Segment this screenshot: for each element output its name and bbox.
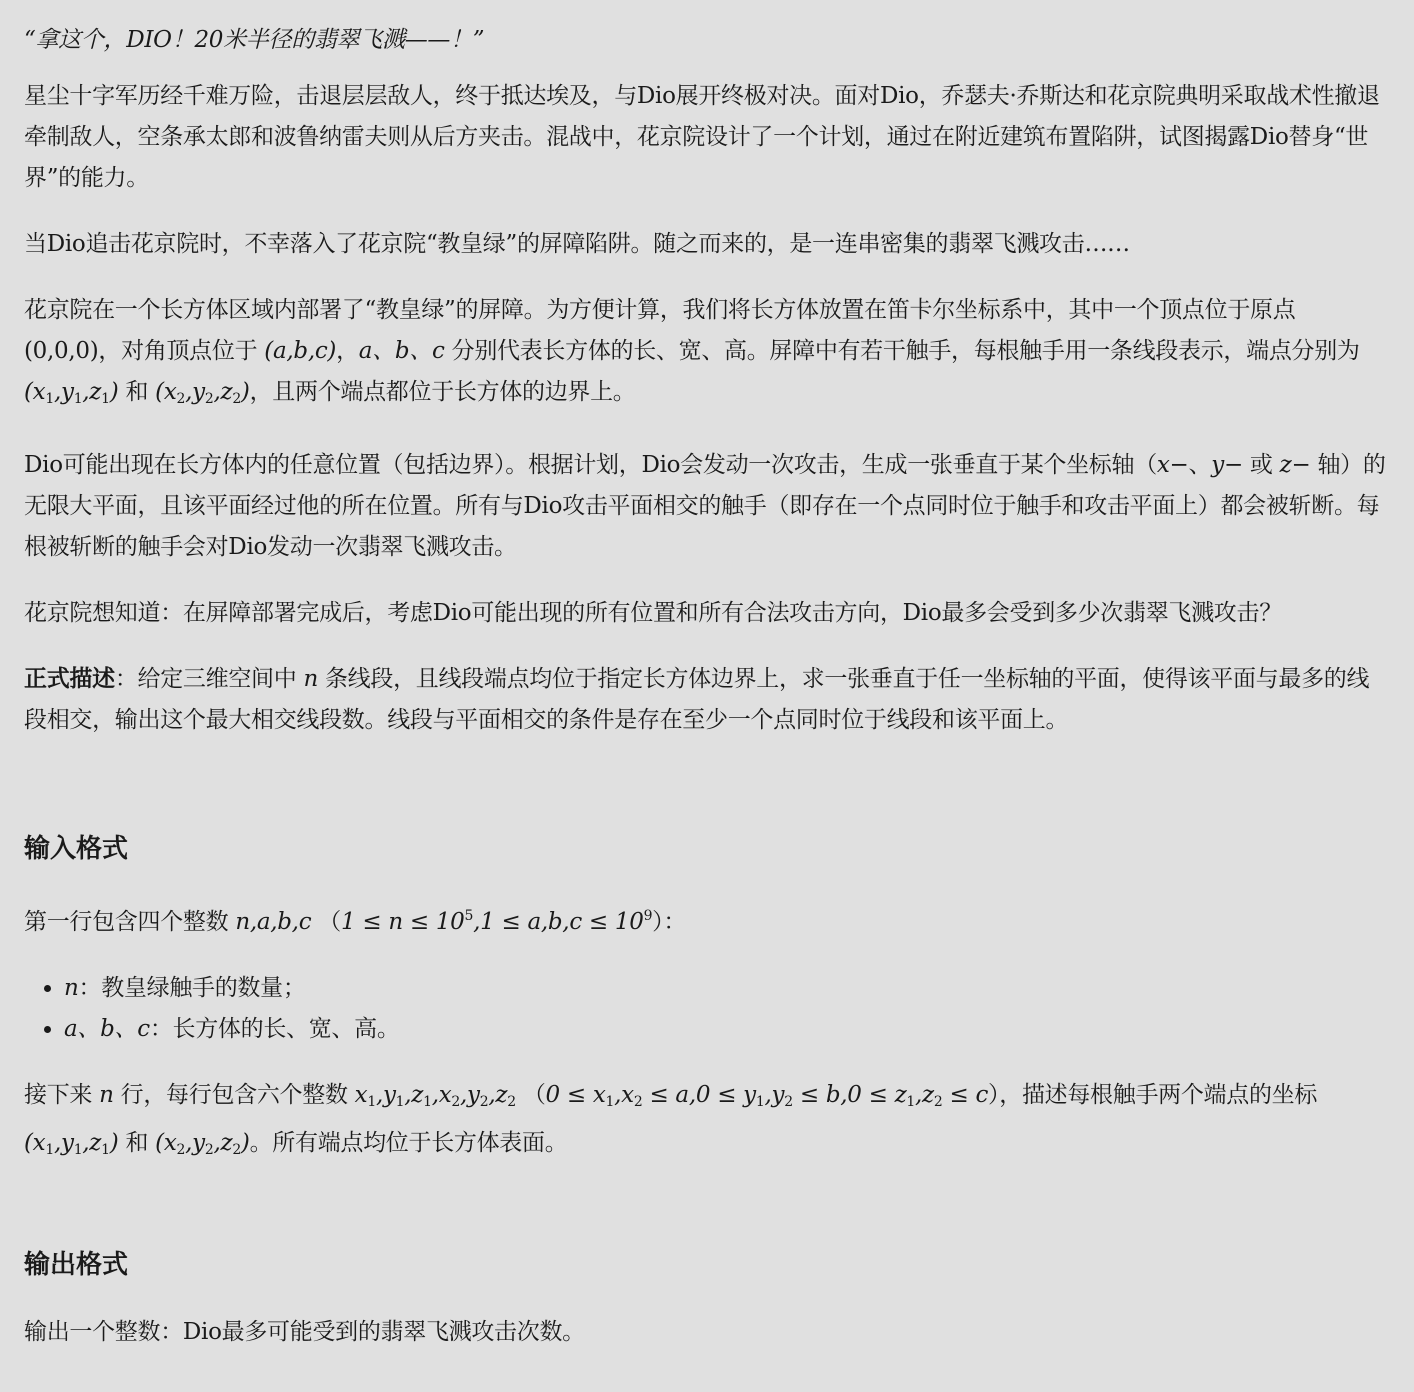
math-x-axis: x− [1156,452,1189,478]
input-first-line: 第一行包含四个整数 n,a,b,c $(1 \le n \le 10^5,1 \le a,b,c \le 10^9)$： [24,908,687,935]
output-format-heading: 输出格式 [24,1250,129,1280]
formal-description: 正式描述：给定三维空间中 n 条线段，且线段端点均位于指定长方体边界上，求一张垂直于任一坐标轴的平面，使得该平面与最多的线段相交，输出这个最大相交线段数。线段与平面相交的条件是存在至少一个点同时位于线段和该平面上。 [24,666,1370,733]
math-six-integers: $x_1,y_1,z_1,x_2,y_2,z_2$ [354,1082,516,1110]
formal-label: 正式描述 [24,666,115,692]
math-dimensions: a、b、c [358,338,445,364]
math-opposite-vertex: (a,b,c) [264,338,337,364]
math-origin: (0,0,0) [24,338,99,364]
math-z-axis: z− [1279,452,1311,478]
story-paragraph-2: 当Dio追击花京院时，不幸落入了花京院“教皇绿”的屏障陷阱。随之而来的，是一连串密集的翡翠飞溅攻击…… [24,231,1130,257]
opening-quote: “拿这个，DIO！20米半径的翡翠飞溅——！” [24,27,485,53]
story-paragraph-1: 星尘十字军历经千难万险，击退层层敌人，终于抵达埃及，与Dio展开终极对决。面对Dio，乔瑟夫·乔斯达和花京院典明采取战术性撤退牵制敌人，空条承太郎和波鲁纳雷夫则从后方夹击。混战中，花京院设计了一个计划，通过在附近建筑布置陷阱，试图揭露Dio替身“世界”的能力。 [24,83,1380,191]
input-variable-list [24,968,1390,1050]
math-endpoint-1: $(x_1,y_1,z_1)$ [24,379,119,407]
math-constraint-n: 1 ≤ n ≤ 10 [341,909,465,935]
math-n: n [99,1082,114,1108]
math-n: n [303,666,318,692]
question-paragraph: 花京院想知道：在屏障部署完成后，考虑Dio可能出现的所有位置和所有合法攻击方向，Dio最多会受到多少次翡翠飞溅攻击？ [24,600,1282,626]
barrier-description: 花京院在一个长方体区域内部署了“教皇绿”的屏障。为方便计算，我们将长方体放置在笛卡尔坐标系中，其中一个顶点位于原点 (0,0,0)，对角顶点位于 (a,b,c)，a、b、c 分别代表长方体的长、宽、高。屏障中有若干触手，每根触手用一条线段表示，端点分别为 $(x_1,y_1,z_1)$ 和 $(x_2,y_2,z_2)$，且两个端点都位于长方体的边界上。 [24,297,1360,407]
output-description: 输出一个整数：Dio最多可能受到的翡翠飞溅攻击次数。 [24,1319,585,1345]
math-coordinate-constraints: $0 \le x_1,x_2 \le a,0 \le y_1,y_2 \le b,0 \le z_1,z_2 \le c$ [545,1082,989,1110]
problem-statement [24,20,1390,1353]
input-segment-lines: 接下来 n 行，每行包含六个整数 $x_1,y_1,z_1,x_2,y_2,z_2$ $(0 \le x_1,x_2 \le a,0 \le y_1,y_2 \le b,0 \le z_1,z_2 \le c)$，描述每根触手两个端点的坐标 $(x_1,y_1,z_1)$ 和 $(x_2,y_2,z_2)$。所有端点均位于长方体表面。 [24,1082,1318,1158]
math-endpoint-2: $(x_2,y_2,z_2)$ [155,379,250,407]
input-format-heading: 输入格式 [24,834,129,864]
math-y-axis: y− [1211,452,1243,478]
list-item: • n：教皇绿触手的数量； [64,968,1390,1009]
math-endpoint-2: $(x_2,y_2,z_2)$ [155,1130,250,1158]
math-n-a-b-c: n,a,b,c [235,909,312,935]
math-constraint-abc: ,1 ≤ a,b,c ≤ 10 [473,909,644,935]
attack-description: Dio可能出现在长方体内的任意位置（包括边界）。根据计划，Dio会发动一次攻击，生成一张垂直于某个坐标轴（x−、y− 或 z− 轴）的无限大平面，且该平面经过他的所在位置。所有与Dio攻击平面相交的触手（即存在一个点同时位于触手和攻击平面上）都会被斩断。每根被斩断的触手会对Dio发动一次翡翠飞溅攻击。 [24,452,1386,560]
list-item: • a、b、c：长方体的长、宽、高。 [64,1009,1390,1050]
math-endpoint-1: $(x_1,y_1,z_1)$ [24,1130,119,1158]
